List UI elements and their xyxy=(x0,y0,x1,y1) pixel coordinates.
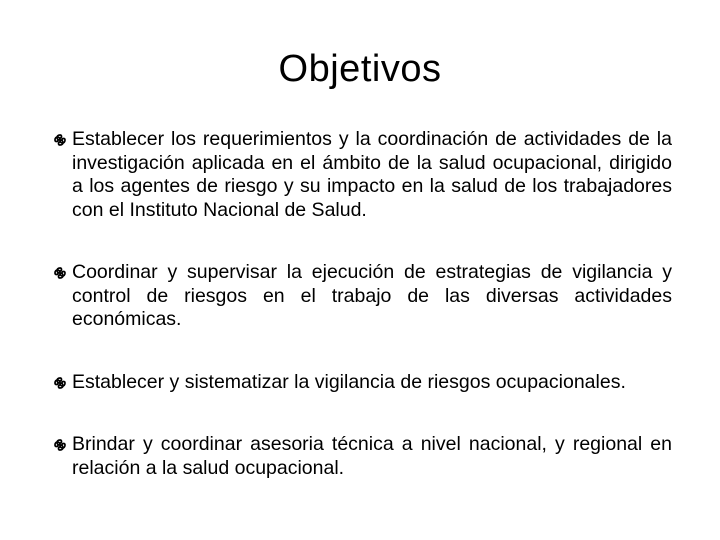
bullet-text: Establecer los requerimientos y la coordinación de actividades de la investigación aplicada en el ámbito de la salud ocupacional, dirigido a los agentes de riesgo y su impacto en la salud de los trabajadores con el Instituto Nacional de Salud. xyxy=(72,128,672,221)
bullet-list xyxy=(52,128,672,480)
bullet-swirl-icon xyxy=(52,437,68,453)
bullet-item xyxy=(52,371,672,395)
bullet-item xyxy=(52,433,672,480)
slide-title: Objetivos xyxy=(278,48,442,90)
bullet-swirl-icon xyxy=(52,265,68,281)
bullet-item xyxy=(52,128,672,222)
bullet-swirl-icon xyxy=(52,375,68,391)
bullet-swirl-icon xyxy=(52,132,68,148)
bullet-text: Establecer y sistematizar la vigilancia de riesgos ocupacionales. xyxy=(72,370,626,393)
bullet-text: Coordinar y supervisar la ejecución de estrategias de vigilancia y control de riesgos en el trabajo de las diversas actividades económicas. xyxy=(72,261,672,330)
bullet-item xyxy=(52,261,672,332)
bullet-text: Brindar y coordinar asesoria técnica a nivel nacional, y regional en relación a la salud ocupacional. xyxy=(72,433,672,479)
